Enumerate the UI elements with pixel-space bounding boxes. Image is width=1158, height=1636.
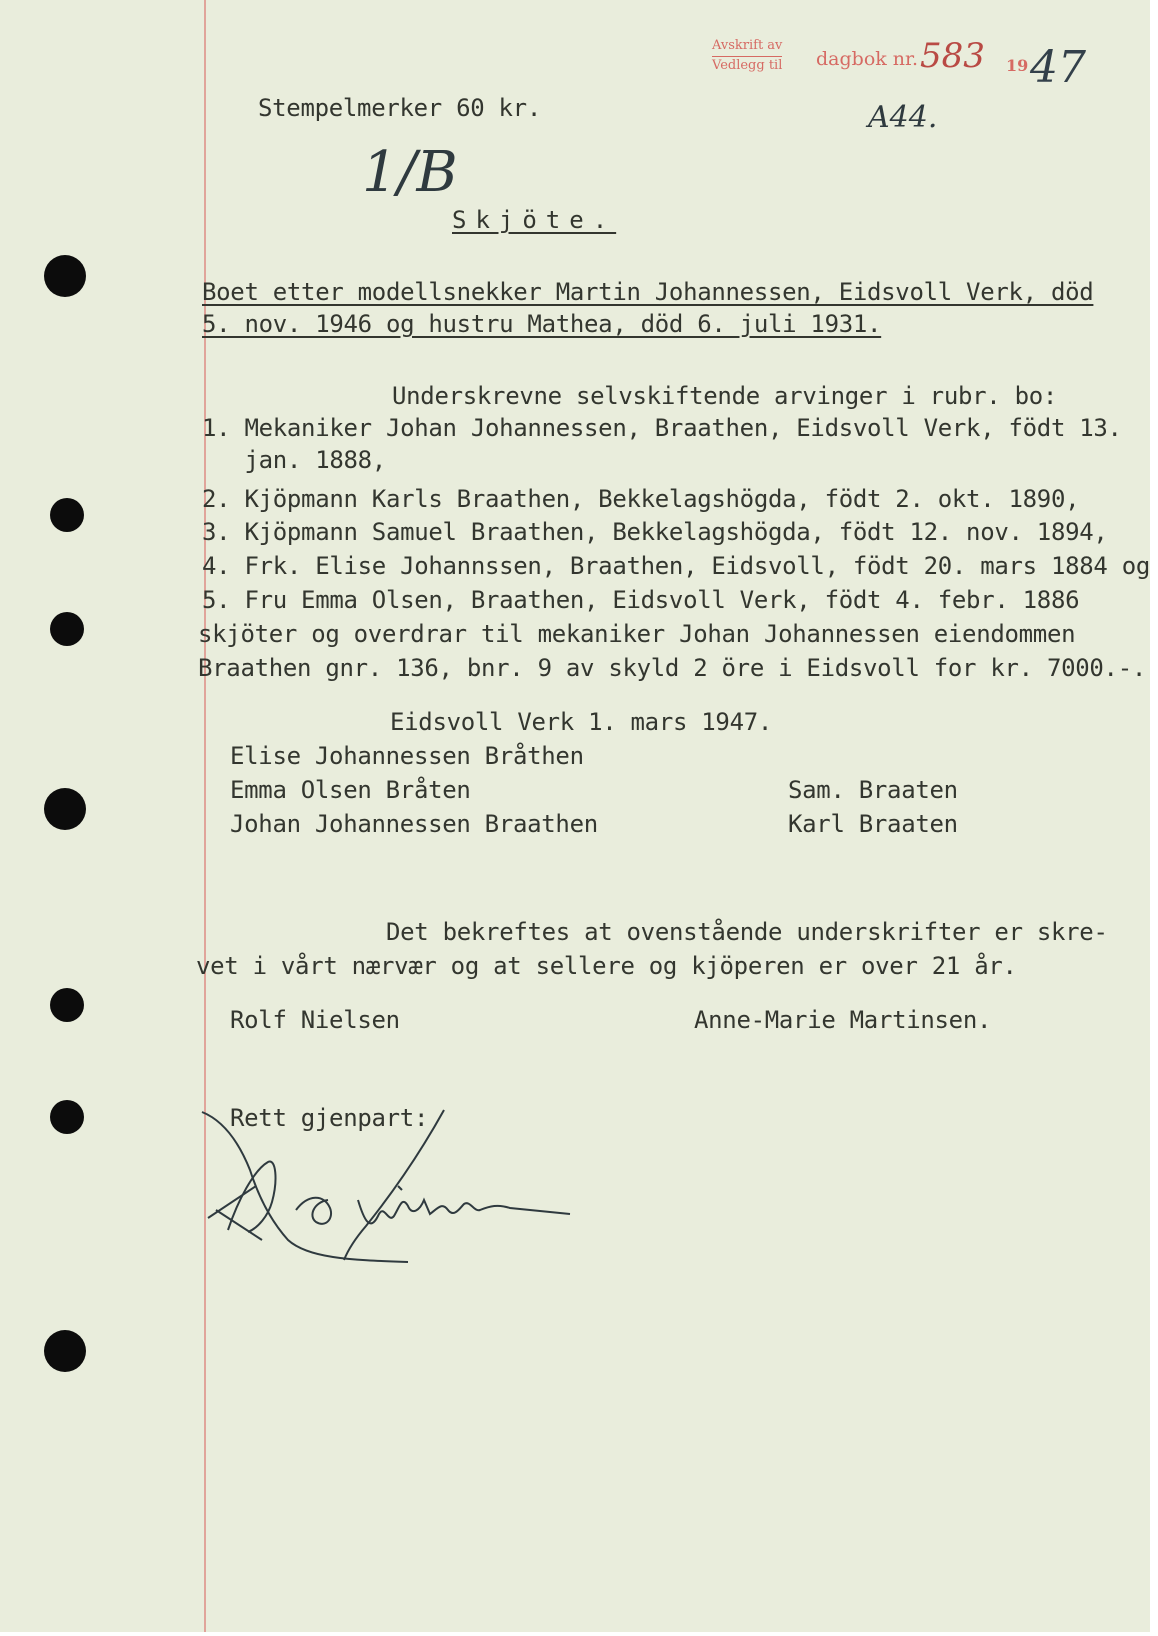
heir-line: 3. Kjöpmann Samuel Braathen, Bekkelagshögda, födt 12. nov. 1894,: [202, 518, 1108, 546]
certification-label: Rett gjenpart:: [230, 1104, 429, 1132]
signatory-left: Emma Olsen Bråten: [230, 776, 471, 804]
signatory-left: Johan Johannessen Braathen: [230, 810, 598, 838]
punch-hole: [50, 988, 84, 1022]
punch-hole: [50, 498, 84, 532]
witness-left: Rolf Nielsen: [230, 1006, 400, 1034]
document-title: Skjöte.: [452, 206, 617, 234]
heir-line: 2. Kjöpmann Karls Braathen, Bekkelagshögda, födt 2. okt. 1890,: [202, 485, 1080, 513]
signatory-right: Karl Braaten: [788, 810, 958, 838]
punch-hole: [44, 255, 86, 297]
heir-line: jan. 1888,: [202, 446, 386, 474]
witness-statement: vet i vårt nærvær og at sellere og kjöperen er over 21 år.: [196, 952, 1017, 980]
estate-line-1: Boet etter modellsnekker Martin Johannessen, Eidsvoll Verk, död: [202, 278, 1094, 306]
stamp-line-1: Avskrift av: [712, 38, 783, 53]
stamp-line-2: Vedlegg til: [712, 58, 783, 73]
transfer-line: skjöter og overdrar til mekaniker Johan Johannessen eiendommen: [198, 620, 1076, 648]
signatory-left: Elise Johannessen Bråthen: [230, 742, 584, 770]
place-date: Eidsvoll Verk 1. mars 1947.: [390, 708, 773, 736]
handwritten-signature: [198, 1090, 598, 1270]
punch-hole: [44, 788, 86, 830]
margin-line: [204, 0, 206, 1632]
stamp-dagbok-label: dagbok nr.: [816, 48, 919, 70]
heirs-intro: Underskrevne selvskiftende arvinger i rubr. bo:: [392, 382, 1058, 410]
heir-line: 5. Fru Emma Olsen, Braathen, Eidsvoll Verk, födt 4. febr. 1886: [202, 586, 1080, 614]
heir-line: 1. Mekaniker Johan Johannessen, Braathen, Eidsvoll Verk, födt 13.: [202, 414, 1122, 442]
witness-statement: Det bekreftes at ovenstående underskrifter er skre-: [386, 918, 1108, 946]
reference-note: A44.: [868, 100, 938, 135]
heir-line: 4. Frk. Elise Johannssen, Braathen, Eidsvoll, födt 20. mars 1884 og: [202, 552, 1150, 580]
punch-hole: [50, 612, 84, 646]
signatory-right: Sam. Braaten: [788, 776, 958, 804]
stamp-duty-line: Stempelmerker 60 kr.: [258, 94, 541, 122]
witness-right: Anne-Marie Martinsen.: [694, 1006, 992, 1034]
handwritten-year: 47: [1030, 42, 1086, 93]
fraction-note: 1/B: [362, 140, 458, 205]
estate-line-2: 5. nov. 1946 og hustru Mathea, död 6. juli 1931.: [202, 310, 882, 338]
dagbok-number: 583: [920, 36, 985, 76]
punch-hole: [44, 1330, 86, 1372]
stamp-year-prefix: 19: [1006, 56, 1029, 75]
transfer-line: Braathen gnr. 136, bnr. 9 av skyld 2 öre i Eidsvoll for kr. 7000.-.: [198, 654, 1146, 682]
punch-hole: [50, 1100, 84, 1134]
